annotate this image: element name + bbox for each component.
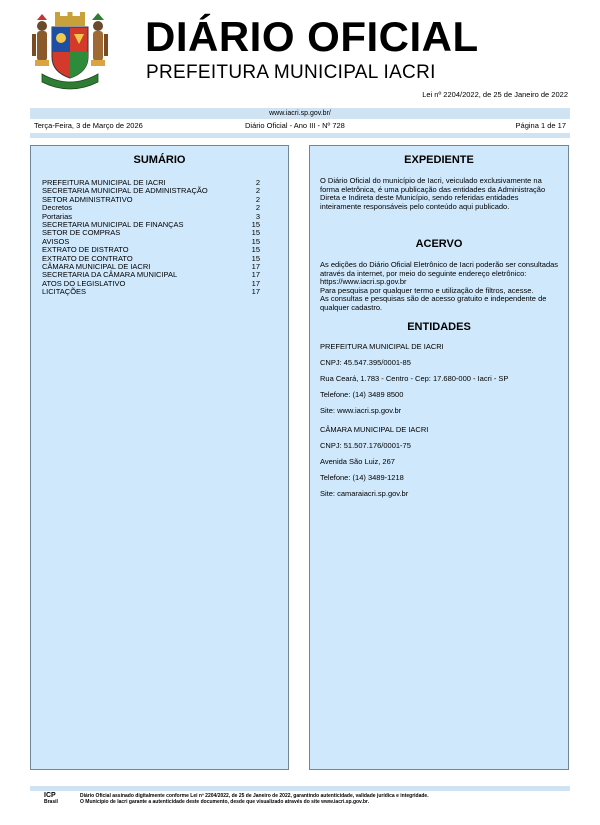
expediente-text: O Diário Oficial do município de Iacri, veiculado exclusivamente na forma eletrônica, é uma publicação das entidades da Administração Direta e Indireta deste Município, sendo referidas entidades inteiramente responsáveis pelo conteúdo aqui publicado. bbox=[320, 176, 546, 211]
summary-item[interactable]: CÂMARA MUNICIPAL DE IACRI 17 bbox=[42, 262, 260, 272]
prefeitura-entity bbox=[310, 343, 568, 423]
footer-line: Diário Oficial assinado digitalmente conforme Lei nº 2204/2022, de 25 de Janeiro de 2022, garantindo autenticidade, validade jurídica e integridade. bbox=[80, 793, 429, 799]
summary-item[interactable]: EXTRATO DE CONTRATO 15 bbox=[42, 253, 260, 263]
summary-item[interactable]: SECRETARIA DA CÂMARA MUNICIPAL 17 bbox=[42, 270, 260, 280]
summary-item[interactable]: SETOR ADMINISTRATIVO 2 bbox=[42, 194, 260, 204]
entidades-title: ENTIDADES bbox=[407, 321, 471, 333]
site-url-link[interactable]: www.iacri.sp.gov.br/ bbox=[269, 110, 331, 117]
edition-date: Terça-Feira, 3 de Março de 2026 bbox=[34, 121, 143, 130]
acervo-line: Para pesquisa por qualquer termo e utilização de filtros, acesse. bbox=[320, 285, 534, 295]
entity-phone: Telefone: (14) 3489 8500 bbox=[320, 390, 404, 399]
entity-site[interactable]: Site: camaraiacri.sp.gov.br bbox=[320, 489, 409, 498]
summary-title: SUMÁRIO bbox=[133, 154, 186, 166]
summary-item[interactable]: PREFEITURA MUNICIPAL DE IACRI 2 bbox=[42, 178, 260, 187]
summary-item[interactable]: SECRETARIA MUNICIPAL DE FINANÇAS 15 bbox=[42, 220, 260, 230]
summary-item[interactable]: Portarias 3 bbox=[42, 211, 260, 221]
summary-item[interactable]: AVISOS 15 bbox=[42, 236, 260, 246]
summary-item[interactable]: EXTRATO DE DISTRATO 15 bbox=[42, 245, 260, 255]
site-url-bar bbox=[30, 108, 570, 119]
footer-line: O Município de Iacri garante a autenticidade deste documento, desde que visualizado através do site www.iacri.sp.gov.br. bbox=[80, 799, 369, 805]
expediente-title: EXPEDIENTE bbox=[404, 154, 474, 166]
newspaper-subtitle: PREFEITURA MUNICIPAL IACRI bbox=[146, 62, 436, 83]
entity-cnpj: CNPJ: 51.507.176/0001-75 bbox=[320, 441, 411, 450]
icp-line: Brasil bbox=[44, 799, 58, 805]
icp-brasil-icon bbox=[44, 792, 58, 805]
edition-number: Diário Oficial - Ano III - Nº 728 bbox=[245, 121, 345, 130]
camara-entity bbox=[310, 426, 568, 506]
entity-site[interactable]: Site: www.iacri.sp.gov.br bbox=[320, 406, 402, 415]
summary-panel bbox=[30, 145, 289, 770]
footer-divider-bar bbox=[30, 786, 570, 791]
entity-cnpj: CNPJ: 45.547.395/0001-85 bbox=[320, 358, 411, 367]
coat-of-arms-icon bbox=[28, 12, 112, 90]
summary-list bbox=[42, 179, 282, 297]
entity-phone: Telefone: (14) 3489-1218 bbox=[320, 473, 404, 482]
summary-item[interactable]: SETOR DE COMPRAS 15 bbox=[42, 228, 260, 238]
acervo-line: As edições do Diário Oficial Eletrônico de Iacri poderão ser consultadas através da internet, por meio do seguinte endereço eletrônico: https://www.iacri.sp.gov.br bbox=[320, 260, 559, 287]
summary-item[interactable]: ATOS DO LEGISLATIVO 17 bbox=[42, 278, 260, 288]
acervo-line: As consultas e pesquisas são de acesso gratuito e independente de qualquer cadastro. bbox=[320, 294, 547, 312]
summary-item[interactable]: LICITAÇÕES 17 bbox=[42, 287, 260, 297]
info-panel bbox=[309, 145, 569, 770]
newspaper-title: DIÁRIO OFICIAL bbox=[145, 13, 479, 60]
summary-item[interactable]: Decretos 2 bbox=[42, 203, 260, 213]
entity-name: PREFEITURA MUNICIPAL DE IACRI bbox=[320, 342, 444, 351]
footer-notice bbox=[80, 793, 429, 805]
header-divider-bar bbox=[30, 133, 570, 138]
page-counter: Página 1 de 17 bbox=[515, 121, 566, 130]
acervo-title: ACERVO bbox=[415, 238, 463, 250]
edition-meta-row bbox=[30, 121, 570, 131]
entity-address: Avenida São Luiz, 267 bbox=[320, 457, 395, 466]
acervo-block bbox=[310, 261, 568, 313]
entity-name: CÂMARA MUNICIPAL DE IACRI bbox=[320, 425, 429, 434]
summary-item[interactable]: SECRETARIA MUNICIPAL DE ADMINISTRAÇÃO 2 bbox=[42, 186, 260, 196]
entity-address: Rua Ceará, 1.783 - Centro - Cep: 17.680-000 - Iacri - SP bbox=[320, 374, 509, 383]
icp-line: ICP bbox=[44, 792, 56, 799]
law-reference: Lei nº 2204/2022, de 25 de Janeiro de 2022 bbox=[422, 90, 568, 99]
